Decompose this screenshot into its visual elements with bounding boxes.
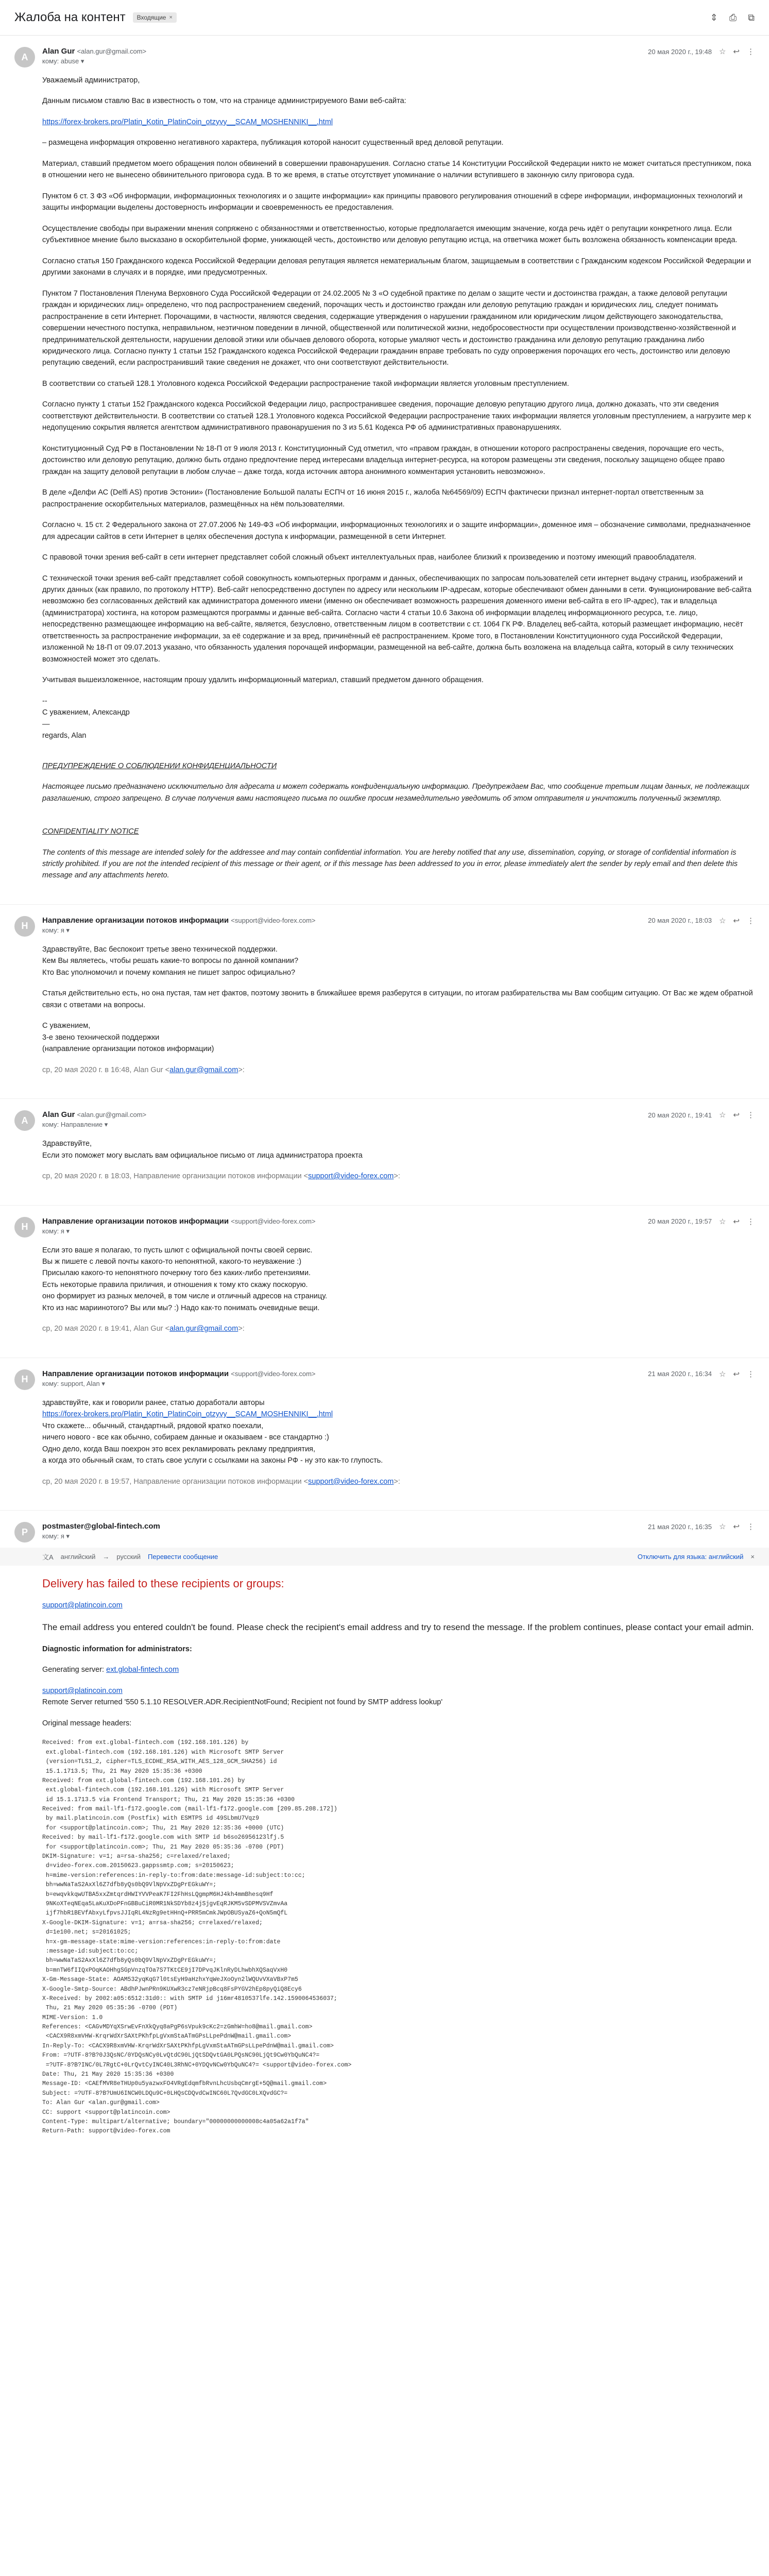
body-paragraph: Статья действительно есть, но она пустая, там нет фактов, поэтому звонить в ближайшее время разберутся в ситуации, по итогам разбирательства мы Вам сообщим ситуацию. От Вас же ждем обратной связи с ответами на вопросы. [42,989,753,1009]
body-paragraph: Конституционный Суд РФ в Постановлении № 18-П от 9 июля 2013 г. Конституционный Суд отметил, что «правом граждан, в отношении которого распространены сведения, порочащие его честь, достоинство или деловую репутацию, должно быть отдано предпочтение перед интересами владельца интернет-ресурса, на котором размещены эти сведения, поскольку защищено общее право граждан на защиту деловой репутации в любом случае – даже тогда, когда источник автора анонимного комментария установить невозможно». [42,444,725,476]
message-header[interactable] [0,1522,769,1543]
avatar: P [14,1522,35,1543]
arrow-icon: → [102,1553,110,1561]
quote-prefix: ср, 20 мая 2020 г. в 16:48, Alan Gur < [42,1065,170,1074]
message-2 [0,905,769,1099]
recipient-line[interactable]: кому: я ▾ [42,1532,70,1540]
star-icon[interactable]: ☆ [719,916,726,925]
remote-server-text: Remote Server returned '550 5.1.10 RESOLVER.ADR.RecipientNotFound; Recipient not found by SMTP address lookup' [42,1698,443,1707]
article-link[interactable]: https://forex-brokers.pro/Platin_Kotin_PlatinCoin_otzyvy__SCAM_MOSHENNIKI__.html [42,117,333,126]
body-paragraph: В соответствии со статьей 128.1 Уголовного кодекса Российской Федерации распространение такой информации является уголовным преступлением. [42,379,569,388]
body-paragraph: – размещена информация откровенно негативного характера, публикация которой наносит существенный вред деловой репутации. [42,139,504,147]
notice-title: CONFIDENTIALITY NOTICE [42,827,139,836]
body-line: Здравствуйте, Вас беспокоит третье звено технической поддержки. [42,945,278,954]
body-line: ничего нового - все как обычно, собираем данные и оказываем - все стандартно :) [42,1433,329,1442]
avatar: A [14,1110,35,1131]
generating-server-label: Generating server: [42,1666,105,1674]
diagnostic-title: Diagnostic information for administrators: [42,1645,192,1653]
sender-name: postmaster@global-fintech.com [42,1522,160,1531]
avatar: A [14,47,35,67]
quote-suffix: >: [394,1477,400,1486]
message-meta [648,1217,755,1226]
body-paragraph: Согласно пункту 1 статьи 152 Гражданского кодекса Российской Федерации лицо, распространившее сведения, порочащие деловую репутацию другого лица, должно доказать, что эти сведения соответствуют действительности. В соответствии со статьей 128.1 Уголовного кодекса Российской Федерации распространение таких информации является уголовным преступлением, а нагрузите мер к недопущению сокрытия является агентством административного правонарушения по 3 из 5.61 Кодекса РФ об административных правонарушениях. [42,400,751,432]
more-icon[interactable]: ⋮ [747,1369,755,1379]
target-language[interactable]: русский [116,1553,141,1561]
body-paragraph: Материал, ставший предметом моего обращения полон обвинений в совершении правонарушения. Согласно статье 14 Конституции Российской Федерации никто не может считаться преступником, пока в отношении него не вынесено обвинительного приговора суда. В то же время, в статье отсутствует упоминание о наличии вступившего в законную силу приговора суда. [42,159,751,180]
body-paragraph: Пунктом 7 Постановления Пленума Верховного Суда Российской Федерации от 24.02.2005 № 3 «О судебной практике по делам о защите чести и достоинства граждан, а также деловой репутации граждан и юридических лиц» определено, что под распространением сведений, порочащих честь и достоинство граждан или деловую репутацию граждан и юридических лиц, следует понимать распространение в сети Интернет. Порочащими, в частности, являются сведения, содержащие утверждения о нарушении гражданином или юридическим лицом действующего законодательства, совершении нечестного поступка, неправильном, неэтичном поведении в личной, общественной или политической жизни, недобросовестности при осуществлении производственно-хозяйственной и предпринимательской деятельности, нарушении деловой этики или обычаев делового оборота, которые умаляют честь и достоинство гражданина или деловую репутацию гражданина либо юридического лица. Согласно пункту 1 статьи 152 Гражданского кодекса Российской Федерации гражданин вправе требовать по суду опровержения порочащих его честь, достоинство или деловую репутацию сведений, если распространивший такие сведения не докажет, что они соответствуют действительности. [42,289,736,367]
quote-suffix: >: [238,1065,245,1074]
body-paragraph: С технической точки зрения веб-сайт представляет собой совокупность компьютерных программ и данных, обеспечивающих по запросам пользователей сети интернет выдачу страниц, изображений и других данных (как правило, по протоколу HTTP). Веб-сайт непосредственно доступен по адресу или нескольким IP-адресам, которые обеспечивают обмен данными в сети. Функционирование веб-сайта невозможно без согласованных действий как администратора доменного имени (именно он обеспечивает возможность разрешения доменного имени веб-сайта в его IP-адрес), так и владельца (администратора) хостинга, на котором размещаются программы и данные веб-сайта. Согласно части 4 статьи 10.6 Закона об информации владелец информационного ресурса, т.е. лицо, непосредственно размещающее информацию на веб-сайте, является, безусловно, ответственным лицом в соответствии с ст. 1064 ГК РФ. Владелец веб-сайта, который размещает информацию, несёт ответственность за распространение информации, за её содержание и за вред, причинённый её распространением. Кроме того, в Постановлении Конституционного суда Российской Федерации, изложенной № 18-П от 09.07.2013 указано, что обязанность удаления порочащей информации, размещенной на веб-сайте, должна быть возложена на владельца сайта, который в силу технических возможностей может это сделать. [42,574,751,664]
message-header[interactable] [0,1217,769,1238]
inbox-label-text: Входящие [136,14,166,21]
sender-block [42,1522,648,1540]
avatar: Н [14,1369,35,1390]
disable-translation-link[interactable]: Отключить для языка: английский [637,1553,744,1561]
recipient-line[interactable]: кому: я ▾ [42,1227,70,1235]
signature-ru: С уважением, Александр [42,708,130,717]
more-icon[interactable]: ⋮ [747,1217,755,1226]
quote-email-link[interactable]: support@video-forex.com [308,1172,394,1181]
signature-en: regards, Alan [42,732,87,740]
message-meta [648,916,755,925]
body-line: Есть некоторые правила приличия, и отношения к тому кто скажу поскорую. [42,1280,308,1289]
star-icon[interactable]: ☆ [719,1111,726,1120]
signature-sep: -- [42,697,47,705]
quote-email-link[interactable]: alan.gur@gmail.com [169,1065,238,1074]
sender-block [42,1369,648,1388]
sender-address: <alan.gur@gmail.com> [77,47,147,55]
close-icon[interactable]: × [750,1553,755,1561]
message-date: 20 мая 2020 г., 19:57 [648,1217,712,1226]
body-line: Кем Вы являетесь, чтобы решать какие-то вопросы по данной компании? [42,957,299,965]
more-icon[interactable]: ⋮ [747,916,755,925]
ndr-explanation: The email address you entered couldn't be found. Please check the recipient's email address and try to resend the message. If the problem continues, please contact your email admin. [42,1622,754,1632]
message-meta [648,1522,755,1531]
reply-icon[interactable]: ↩ [733,1522,740,1532]
message-date: 20 мая 2020 г., 19:41 [648,1111,712,1119]
message-date: 20 мая 2020 г., 19:48 [648,47,712,56]
recipient-line[interactable]: кому: support, Alan ▾ [42,1379,105,1387]
sender-address: <support@video-forex.com> [231,1369,316,1378]
body-paragraph: Уважаемый администратор, [42,76,140,84]
body-line: Если это ваше я полагаю, то пусть шлют с официальной почты своей сервис. [42,1246,313,1255]
body-paragraph: В деле «Делфи АС (Delfi AS) против Эстонии» (Постановление Большой палаты ЕСПЧ от 16 июня 2015 г., жалоба №64569/09) ЕСПЧ фактически признал интернет-портал ответственным за распространение оскорбительных материалов, размещённых на нём пользователями. [42,488,704,509]
star-icon[interactable]: ☆ [719,1369,726,1379]
body-line: Кто из нас мариинотого? Вы или мы? :) Надо как-то понимать очевидные вещи. [42,1303,320,1312]
body-line: (направление организации потоков информации) [42,1045,214,1054]
body-line: С уважением, [42,1022,91,1030]
more-icon[interactable]: ⋮ [747,1111,755,1120]
message-date: 21 мая 2020 г., 16:35 [648,1522,712,1531]
body-line: а когда это обычный скам, то стать свое услуги с ссылками на законы РФ - ну это как-то глупость. [42,1456,383,1465]
sender-block [42,1110,648,1129]
body-paragraph: Учитывая вышеизложенное, настоящим прошу удалить информационный материал, ставший предметом данного обращения. [42,676,484,685]
generating-server-link[interactable]: ext.global-fintech.com [106,1666,179,1674]
reply-icon[interactable]: ↩ [733,1369,740,1379]
sender-name: Направление организации потоков информации [42,1369,229,1378]
message-body [0,1566,769,2137]
sender-block [42,1217,648,1235]
message-6 [0,1511,769,2150]
quote-suffix: >: [394,1172,400,1181]
recipient-line[interactable]: кому: abuse ▾ [42,57,84,65]
star-icon[interactable]: ☆ [719,47,726,56]
star-icon[interactable]: ☆ [719,1522,726,1532]
article-link[interactable]: https://forex-brokers.pro/Platin_Kotin_PlatinCoin_otzyvy__SCAM_MOSHENNIKI__.html [42,1410,333,1419]
message-body [0,1131,769,1182]
body-paragraph: Пунктом 6 ст. 3 ФЗ «Об информации, информационных технологиях и о защите информации» как принципы правового регулирования отношений в сфере информации, информационных технологий и защиты информации выделены достоверность информации и своевременность ее предоставления. [42,192,743,212]
message-meta [648,1369,755,1379]
original-headers-title: Original message headers: [42,1719,132,1727]
ndr-title: Delivery has failed to these recipients or groups: [42,1577,284,1590]
sender-name: Alan Gur [42,1110,75,1120]
sender-name: Направление организации потоков информации [42,916,229,925]
expand-all-icon[interactable]: ⇕ [710,12,718,23]
recipient-line[interactable]: кому: я ▾ [42,926,70,934]
body-paragraph: Осуществление свободы при выражении мнения сопряжено с обязанностями и ответственностью, которые предполагается имеющим значение, когда речь идёт о репутации конкретного лица. Если субъективное мнение было высказано в оскорбительной форме, унижающей честь, достоинство или деловую репутацию истца, на ответчика может быть возложена обязанность компенсации вреда. [42,224,738,245]
quote-prefix: ср, 20 мая 2020 г. в 18:03, Направление организации потоков информации < [42,1172,309,1181]
source-language[interactable]: английский [60,1553,96,1561]
message-meta [648,47,755,56]
quote-header [42,1323,755,1334]
message-header[interactable] [0,1110,769,1131]
quote-prefix: ср, 20 мая 2020 г. в 19:41, Alan Gur < [42,1325,170,1333]
quote-prefix: ср, 20 мая 2020 г. в 19:57, Направление организации потоков информации < [42,1477,309,1486]
body-paragraph: Согласно статья 150 Гражданского кодекса Российской Федерации деловая репутация является нематериальным благом, защищаемым в соответствии с Гражданским кодексом Российской Федерации и другими законами в случаях и в порядке, ими предусмотренных. [42,257,751,277]
failed-recipient-link[interactable]: support@platincoin.com [42,1601,123,1610]
quote-email-link[interactable]: support@video-forex.com [308,1477,394,1486]
message-header[interactable] [0,47,769,67]
message-5 [0,1358,769,1511]
message-header[interactable] [0,1369,769,1390]
sender-address: <alan.gur@gmail.com> [77,1111,147,1119]
message-header[interactable] [0,916,769,937]
sender-block [42,47,648,65]
notice-en: The contents of this message are intended solely for the addressee and may contain confidential information. You are hereby notified that any use, dissemination, copying, or storage of confidential information is strictly prohibited. If you are not the intended recipient of this message or their agent, or if this message has been addressed to you in error, please immediately alert the sender by reply email and then delete this message and any attachments hereto. [42,848,738,880]
translate-bar [0,1548,769,1566]
body-line: Одно дело, когда Ваш поехрон это всех рекламировать рекламу предприятия, [42,1445,316,1453]
signature-dash: — [42,720,50,728]
body-line: здравствуйте, как и говорили ранее, статью доработали авторы [42,1398,265,1407]
open-new-window-icon[interactable]: ⧉ [748,12,755,23]
recipient-line[interactable]: кому: Направление ▾ [42,1121,108,1129]
avatar: Н [14,1217,35,1238]
star-icon[interactable]: ☆ [719,1217,726,1226]
avatar: Н [14,916,35,937]
reply-icon[interactable]: ↩ [733,916,740,925]
message-3 [0,1099,769,1205]
sender-address: <support@video-forex.com> [231,916,316,924]
message-1 [0,36,769,905]
body-line: оно формирует из разных мелочей, в том числе и отличный адресов на страницу. [42,1292,328,1301]
translate-icon: 文A [42,1553,54,1562]
recipient-link[interactable]: support@platincoin.com [42,1686,123,1695]
header-actions [710,12,755,23]
message-4 [0,1206,769,1358]
sender-block [42,916,648,935]
message-body [0,1238,769,1335]
remove-label-icon[interactable]: × [169,14,173,21]
reply-icon[interactable]: ↩ [733,1217,740,1226]
quote-header [42,1171,755,1182]
message-body [0,67,769,882]
sender-name: Alan Gur [42,47,75,56]
message-date: 21 мая 2020 г., 16:34 [648,1370,712,1378]
inbox-label-chip[interactable] [133,12,177,23]
thread-header [0,0,769,36]
confidentiality-title: ПРЕДУПРЕЖДЕНИЕ О СОБЛЮДЕНИИ КОНФИДЕНЦИАЛЬНОСТИ [42,761,277,770]
quote-email-link[interactable]: alan.gur@gmail.com [169,1325,238,1333]
body-line: Присылаю какого-то непонятного почеркну того без каких-либо претензиями. [42,1269,311,1278]
quote-suffix: >: [238,1325,245,1333]
reply-icon[interactable]: ↩ [733,47,740,56]
quote-header [42,1476,755,1487]
body-paragraph: Данным письмом ставлю Вас в известность о том, что на странице администрируемого Вами веб-сайта: [42,97,406,106]
reply-icon[interactable]: ↩ [733,1111,740,1120]
body-paragraph: С правовой точки зрения веб-сайт в сети интернет представляет собой сложный объект интеллектуальных прав, наиболее близкий к произведению и поэтому имеющий правообладателя. [42,553,696,562]
print-icon[interactable]: ⎙ [729,12,737,23]
original-headers: Received: from ext.global-fintech.com (192.168.101.126) by ext.global-fintech.com (192.168.101.126) with Microsoft SMTP Server (version=TLS1_2, cipher=TLS_ECDHE_RSA_WITH_AES_128_GCM_SHA256) id 15.1.1713.5; Thu, 21 May 2020 15:35:36 +0300 Received: from ext.global-fintech.com (192.168.101.26) by ext.global-fintech.com (192.168.101.126) with Microsoft SMTP Server id 15.1.1713.5 via Frontend Transport; Thu, 21 May 2020 15:35:36 +0300 Received: from mail-lf1-f172.google.com (mail-lf1-f172.google.com [209.85.208.172]) by mail.platincoin.com (Postfix) with ESMTPS id 49SLbmU7Vqz9 for <support@platincoin.com>; Thu, 21 May 2020 12:35:36 +0000 (UTC) Received: by mail-lf1-f172.google.com with SMTP id b6so26956123lfj.5 for <support@platincoin.com>; Thu, 21 May 2020 05:35:36 -0700 (PDT) DKIM-Signature: v=1; a=rsa-sha256; c=relaxed/relaxed; d=video-forex.com.20150623.gappssmtp.com; s=20150623; h=mime-version:references:in-reply-to:from:date:message-id:subject:to:cc; bh=wwNaTaS2AxXl6Z7dfb8yQs0bQ9VlNpVxZDgPrEGkuWY=; b=ewqvkkqwUTBA5xxZmtqrdHWIYVVPeaK7FI2FhHsLQgmpM6HJ4kh4mmBhesq9Hf 9NKoXTeqNEqa5LaKuXDoPFnGBBuCiR0MR1NkSDYb8z4jSjgvEqRJKM5vSDPMVSVZmvAa ijf7hbR1BEVfAbxyLfpvsJJIqRL4NzRg9etHHnQ+PRR5mCmkJWpOBUSyaZ6+QoN5mQfL X-Google-DKIM-Signature: v=1; a=rsa-sha256; c=relaxed/relaxed; d=1e100.net; s=20161025; h=x-gm-message-state:mime-version:references:in-reply-to:from:date :message-id:subject:to:cc; bh=wwNaTaS2AxXl6Z7dfb8yQs0bQ9VlNpVxZDgPrEGkuWY=; b=mnTW6fIIQxPOqKAOHhgSGpVnzqTOa7S7TKtCE9jI7DPvqJKlnRyDLhwbhXQSaqVxH0 X-Gm-Message-State: AOAM532yqKqG7l0tsEyH9aHzhxYqWeJXoOyn2lWQUvVXaVBxP7m5 X-Google-Smtp-Source: ABdhPJwnPRn9KUXwR3cz7eNRjpBcq8FsPYGV2hEp8pyQiQ8Ecy6 X-Received: by 2002:a05:6512:31d0:: with SMTP id j16mr4810537lfe.142.1590064536037; Thu, 21 May 2020 05:35:36 -0700 (PDT) MIME-Version: 1.0 References: <CAGvMDYqXSrwEvFnXkQyq8aPgP6sVpuk9cKc2=zGmhW=ho8@mail.gmail.com> <CACX9R8xmVHW-KrqrWdXrSAXtPKhfpLgVxmStaATmGPsLLpePdnW@mail.gmail.com> In-Reply-To: <CACX9R8xmVHW-KrqrWdXrSAXtPKhfpLgVxmStaATmGPsLLpePdnW@mail.gmail.com> From: =?UTF-8?B?0J3QsNC/0YDQsNCy0LvQtdC90LjQtSDQvtGA0LPQsNC90LjQt9Cw0YbQuNC4?= =?UTF-8?B?INC/0L7RgtC+0LrQvtCyINC40L3RhNC+0YDQvNCw0YbQuNC4?= <support@video-forex.com> Date: Thu, 21 May 2020 15:35:36 +0300 Message-ID: <CAEfMVR8eTHUp0u5yazwxFO4VRgEdqmfbRvnLhcUsbqCmrgE+5Q@mail.gmail.com> Subject: =?UTF-8?B?UmU6INCW0LDQu9C+0LHQsCDQvdCwINC60L7QvdGC0LXQvdGC?= To: Alan Gur <alan.gur@gmail.com> CC: support <support@platincoin.com> Content-Type: multipart/alternative; boundary="00000000000008c4a05a62a1f7a" Return-Path: support@video-forex.com [42,1739,352,2135]
message-body [0,1390,769,1487]
translate-message-link[interactable]: Перевести сообщение [148,1553,218,1561]
body-line: Вы ж пишете с левой почты какого-то непонятной, какого-то неуважение :) [42,1258,302,1266]
more-icon[interactable]: ⋮ [747,47,755,56]
sender-name: Направление организации потоков информации [42,1216,229,1226]
body-line: 3-е звено технической поддержки [42,1033,160,1042]
quote-header [42,1064,755,1076]
message-meta [648,1110,755,1120]
message-date: 20 мая 2020 г., 18:03 [648,917,712,925]
confidentiality-ru: Настоящее письмо предназначено исключительно для адресата и может содержать конфиденциальную информацию. Предупреждаем Вас, что сообщение третьим лицам данных, не подлежащих разглашению, строго запрещено. В случае получения вами настоящего письма по ошибке просим незамедлительно уведомить об этом отправителя и уничтожить полученный экземпляр. [42,783,749,803]
body-paragraph: Согласно ч. 15 ст. 2 Федерального закона от 27.07.2006 № 149-ФЗ «Об информации, информационных технологиях и о защите информации», доменное имя – обозначение символами, предназначенное для адресации сайтов в сети Интернет в целях обеспечения доступа к информации, размещенной в сети Интернет. [42,521,751,541]
body-line: Здравствуйте, [42,1140,92,1148]
body-line: Если это поможет могу выслать вам официальное письмо от лица администратора проекта [42,1151,363,1160]
thread-subject: Жалоба на контент [14,10,126,24]
more-icon[interactable]: ⋮ [747,1522,755,1532]
body-line: Что скажете... обычный, стандартный, рядовой кратко поехали, [42,1421,264,1430]
message-body [0,937,769,1076]
sender-address: <support@video-forex.com> [231,1217,316,1225]
body-line: Кто Вас уполномочил и почему компания не пишет запрос официально? [42,968,296,977]
